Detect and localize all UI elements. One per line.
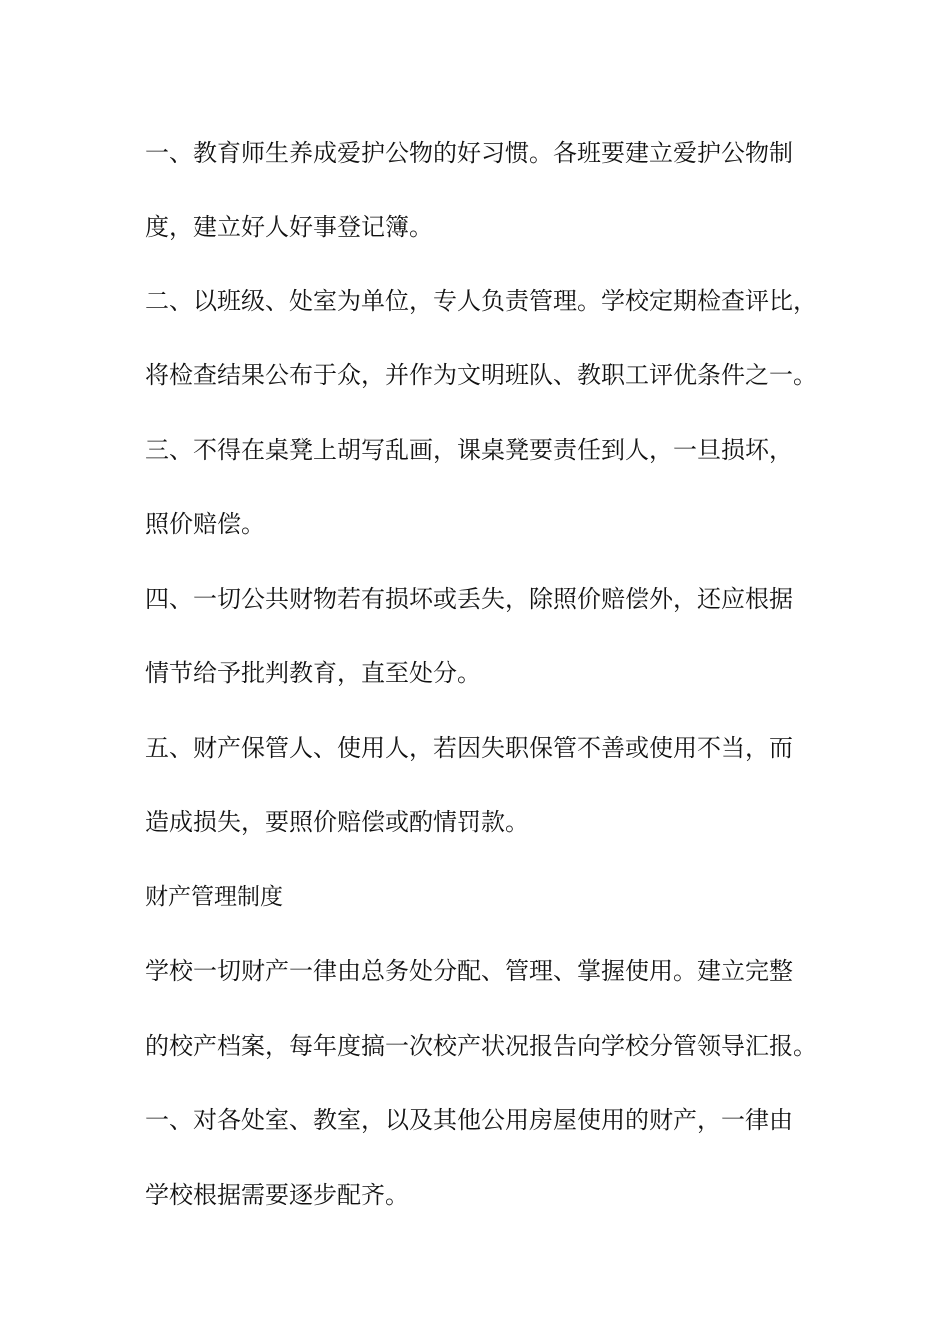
section-rule-1-line-2: 学校根据需要逐步配齐。 — [145, 1181, 409, 1209]
rule-1-line-1: 一、教育师生养成爱护公物的好习惯。各班要建立爱护公物制 — [145, 139, 793, 167]
section-intro-line-2: 的校产档案，每年度搞一次校产状况报告向学校分管领导汇报。 — [145, 1032, 817, 1060]
rule-4-line-1: 四、一切公共财物若有损坏或丢失，除照价赔偿外，还应根据 — [145, 585, 793, 613]
rule-5-line-2: 造成损失，要照价赔偿或酌情罚款。 — [145, 808, 529, 836]
section-rule-1-line-1: 一、对各处室、教室，以及其他公用房屋使用的财产，一律由 — [145, 1106, 793, 1134]
rule-1-line-2: 度，建立好人好事登记簿。 — [145, 213, 433, 241]
rule-2-line-2: 将检查结果公布于众，并作为文明班队、教职工评优条件之一。 — [145, 361, 817, 389]
rule-3-line-2: 照价赔偿。 — [145, 510, 265, 538]
rule-3-line-1: 三、不得在桌凳上胡写乱画，课桌凳要责任到人，一旦损坏， — [145, 436, 793, 464]
section-heading: 财产管理制度 — [145, 884, 283, 910]
rule-4-line-2: 情节给予批判教育，直至处分。 — [145, 659, 481, 687]
rule-5-line-1: 五、财产保管人、使用人，若因失职保管不善或使用不当，而 — [145, 734, 793, 762]
section-intro-line-1: 学校一切财产一律由总务处分配、管理、掌握使用。建立完整 — [145, 957, 793, 985]
rule-2-line-1: 二、以班级、处室为单位，专人负责管理。学校定期检查评比， — [145, 287, 817, 315]
